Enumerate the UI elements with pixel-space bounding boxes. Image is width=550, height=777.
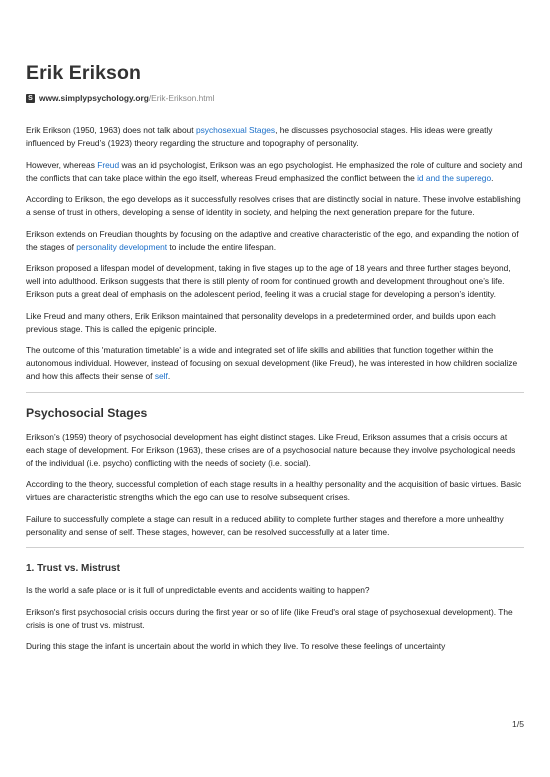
paragraph: Erikson’s (1959) theory of psychosocial development has eight distinct stages. Like Freud, Erikson assumes that a crisis occurs at each stage of development. For Erikson (1963), these crises are of a psychosocial nature because they involve psychological needs of the individual (i.e. psycho) conflicting with the needs of society (i.e. social). xyxy=(26,431,516,468)
source-domain-link[interactable]: www.simplypsychology.org xyxy=(39,93,149,103)
paragraph: Erikson proposed a lifespan model of development, taking in five stages up to the age of 18 years and three further stages beyond, well into adulthood. Erikson suggests that there is still plenty of room for continued growth and development throughout one’s life. Erikson puts a great deal of emphasis on the adolescent period, feeling it was a crucial stage for developing a person’s identity. xyxy=(26,263,511,299)
paragraph: Erikson extends on Freudian thoughts by focusing on the adaptive and creative characteristic of the ego, and expanding the notion of the stages of personality development to include the entire lifespan. xyxy=(26,228,519,252)
page-title: Erik Erikson xyxy=(26,62,142,84)
paragraph: According to the theory, successful completion of each stage results in a healthy personality and the acquisition of basic virtues. Basic virtues are characteristic strengths which the ego can use to resolve subsequent crises. xyxy=(26,479,522,502)
personality-development-link[interactable]: personality development xyxy=(76,241,168,252)
section-heading: Psychosocial Stages xyxy=(26,405,148,420)
page-number: 1/5 xyxy=(512,719,524,729)
paragraph: According to Erikson, the ego develops as it successfully resolves crises that are distinctly social in nature. These involve establishing a sense of trust in others, developing a sense of identity in society, and helping the next generation prepare for the future. xyxy=(26,194,521,217)
paragraph: Failure to successfully complete a stage can result in a reduced ability to complete further stages and therefore a more unhealthy personality and sense of self. These stages, however, can be resolved successfully at a later time. xyxy=(26,513,504,537)
site-favicon-icon: S xyxy=(26,94,35,103)
psychosexual-stages-link[interactable]: psychosexual Stages xyxy=(195,125,276,135)
source-line xyxy=(26,93,214,103)
paragraph: During this stage the infant is uncertain about the world in which they live. To resolve these feelings of uncertainty xyxy=(26,641,446,651)
paragraph: Like Freud and many others, Erik Erikson maintained that personality develops in a predetermined order, and builds upon each previous stage. This is called the epigenic principle. xyxy=(26,310,496,334)
paragraph: However, whereas Freud was an id psychologist, Erikson was an ego psychologist. He emphasized the role of culture and society and the conflicts that can take place within the ego itself, whereas Freud emphasized the conflict between the id and the superego. xyxy=(26,159,523,183)
article-body xyxy=(26,124,524,662)
self-link[interactable]: self xyxy=(154,371,168,381)
section-divider xyxy=(26,392,524,393)
paragraph: The outcome of this 'maturation timetable' is a wide and integrated set of life skills and abilities that function together within the autonomous individual. However, instead of focusing on sexual development (like Freud), he was interested in how children socialize and how this affects their sense of self. xyxy=(26,345,518,381)
section-divider xyxy=(26,547,524,548)
subsection-heading: 1. Trust vs. Mistrust xyxy=(26,563,120,574)
paragraph: Erik Erikson (1950, 1963) does not talk about psychosexual Stages, he discusses psychosocial stages. His ideas were greatly influenced by Freud’s (1923) theory regarding the structure and topography of personality. xyxy=(26,125,493,148)
id-superego-link[interactable]: id and the superego xyxy=(417,172,492,183)
paragraph: Is the world a safe place or is it full of unpredictable events and accidents waiting to happen? xyxy=(26,585,370,595)
freud-link[interactable]: Freud xyxy=(97,159,120,170)
source-path: /Erik-Erikson.html xyxy=(148,93,215,103)
paragraph: Erikson's first psychosocial crisis occurs during the first year or so of life (like Freud's oral stage of psychosexual development). The crisis is one of trust vs. mistrust. xyxy=(26,606,513,630)
